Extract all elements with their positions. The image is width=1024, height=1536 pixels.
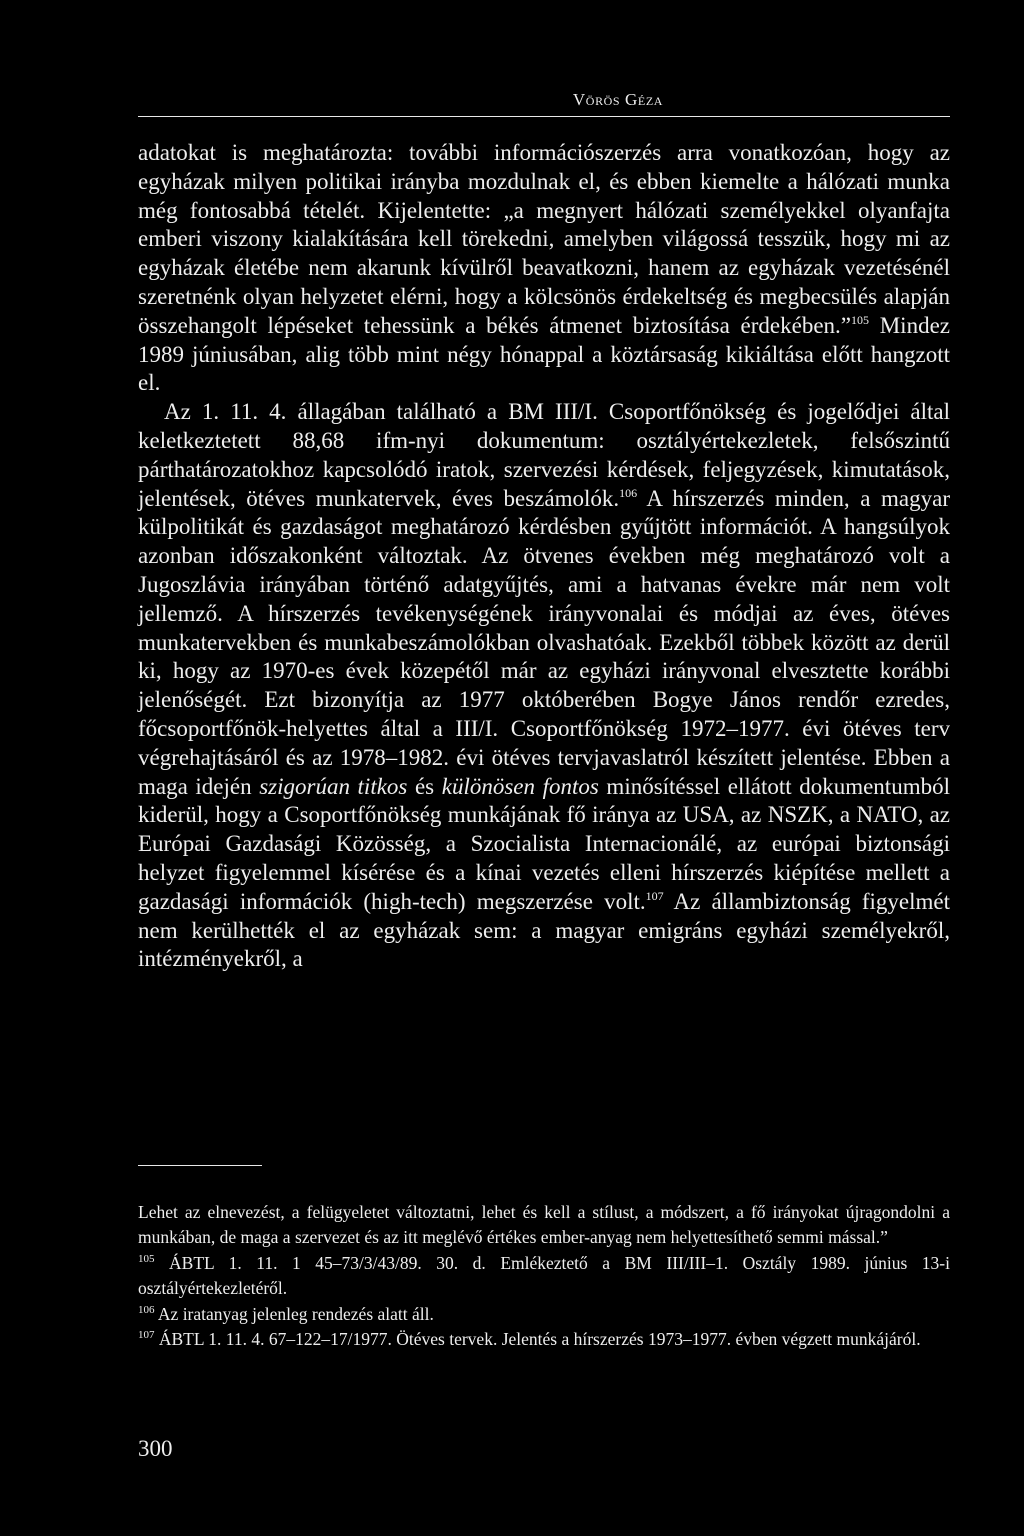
paragraph-1-text-a: adatokat is meghatározta: további információszerzés arra vonatkozóan, hogy az egyházak milyen politikai irányba mozdulnak el, és ebben kiemelte a hálózati munka még fontosabbá tételét. Kijelentette: „a megnyert hálózati személyekkel olyanfajta emberi viszony kialakítására kell törekedni, amelyben világossá tesszük, hogy mi az egyházak életébe nem akarunk kívülről beavatkozni, hanem az egyházak vezetésénél szeretnénk olyan helyzetet elérni, hogy a kölcsönös érdekeltség és megbecsülés alapján összehangolt lépéseket tehessünk a békés átmenet biztosítása érdekében.” <box>138 140 950 338</box>
footnote-text-107: ÁBTL 1. 11. 4. 67–122–17/1977. Ötéves tervek. Jelentés a hírszerzés 1973–1977. évben végzett munkájáról. <box>154 1329 921 1350</box>
footnote-ref-105: 105 <box>851 312 870 327</box>
footnote-106 <box>138 1302 950 1327</box>
page-number: 300 <box>138 1436 173 1461</box>
footnote-divider <box>138 1165 262 1166</box>
footnote-105 <box>138 1251 950 1302</box>
running-head <box>138 86 950 117</box>
paragraph-2-text-c: és <box>407 773 442 799</box>
italic-term-2: különösen fontos <box>441 773 599 799</box>
paragraph-2-text-d: minősítéssel ellátott dokumentumból kiderül, hogy a Csoportfőnökség munkájának fő iránya az USA, az NSZK, a NATO, az Európai Gazdasági Közösség, a Szocialista Internacionálé, az európai biztonsági helyzet figyelemmel kísérése és a kínai vezetés elleni hírszerzés kiépítése mellett a gazdasági információk (high-tech) megszerzése volt. <box>138 773 950 914</box>
footnote-ref-106: 106 <box>619 485 638 500</box>
footnote-text-106: Az iratanyag jelenleg rendezés alatt áll. <box>154 1303 434 1324</box>
running-title: Vörös Géza <box>572 90 664 109</box>
footnote-107 <box>138 1327 950 1352</box>
paragraph-2 <box>138 398 950 974</box>
paragraph-2-text-b: A hírszerzés minden, a magyar külpolitikát és gazdaságot meghatározó kérdésben gyűjtött információt. A hangsúlyok azonban időszakonként változtak. Az ötvenes években még meghatározó volt a Jugoszlávia irányában történő adatgyűjtés, ami a hatvanas évekre már nem volt jellemző. A hírszerzés tevékenységének irányvonalai és módjai az éves, ötéves munkatervekben és munkabeszámolókban olvashatóak. Ezekből többek között az derül ki, hogy az 1970-es évek közepétől már az egyházi irányvonal elvesztette korábbi jelenőségét. Ezt bizonyítja az 1977 októberében Bogye János rendőr ezredes, főcsoportfőnök-helyettes által a III/I. Csoportfőnökség 1972–1977. évi ötéves terv végrehajtásáról és az 1978–1982. évi ötéves tervjavaslatról készített jelentése. Ebben a maga idején <box>138 485 950 799</box>
italic-term-1: szigorúan titkos <box>259 773 408 799</box>
footnote-continued: Lehet az elnevezést, a felügyeletet változtatni, lehet és kell a stílust, a módszert, a fő irányokat újragondolni a munkában, de maga a szervezet és az itt meglévő értékes ember-anyag nem helyettesíthető semmi mással.” <box>138 1202 950 1248</box>
main-text <box>138 139 950 974</box>
footnotes <box>138 1200 950 1352</box>
paragraph-1 <box>138 139 950 398</box>
footnote-text-105: ÁBTL 1. 11. 1 45–73/3/43/89. 30. d. Emlékeztető a BM III/III–1. Osztály 1989. június 13-i osztályértekezletéről. <box>138 1252 950 1299</box>
footnote-number-107: 107 <box>138 1329 155 1342</box>
paragraph-2-text-a: Az 1. 11. 4. állagában található a BM III/I. Csoportfőnökség és jogelődjei által keletkeztetett 88,68 ifm-nyi dokumentum: osztályértekezletek, felsőszintű párthatározatokhoz kapcsolódó iratok, szervezési kérdések, feljegyzések, kimutatások, jelentések, ötéves munkatervek, éves beszámolók. <box>138 399 950 511</box>
paragraph-2-text-e: Az állambiztonság figyelmét nem kerülhették el az egyházak sem: a magyar emigráns egyházi személyekről, intézményekről, a <box>138 888 950 972</box>
footnote-number-105: 105 <box>138 1252 155 1265</box>
footnote-number-106: 106 <box>138 1303 155 1316</box>
footnote-ref-107: 107 <box>645 888 664 903</box>
paragraph-1-text-b: Mindez 1989 júniusában, alig több mint négy hónappal a köztársaság kikiáltása előtt hangzott el. <box>138 312 950 396</box>
